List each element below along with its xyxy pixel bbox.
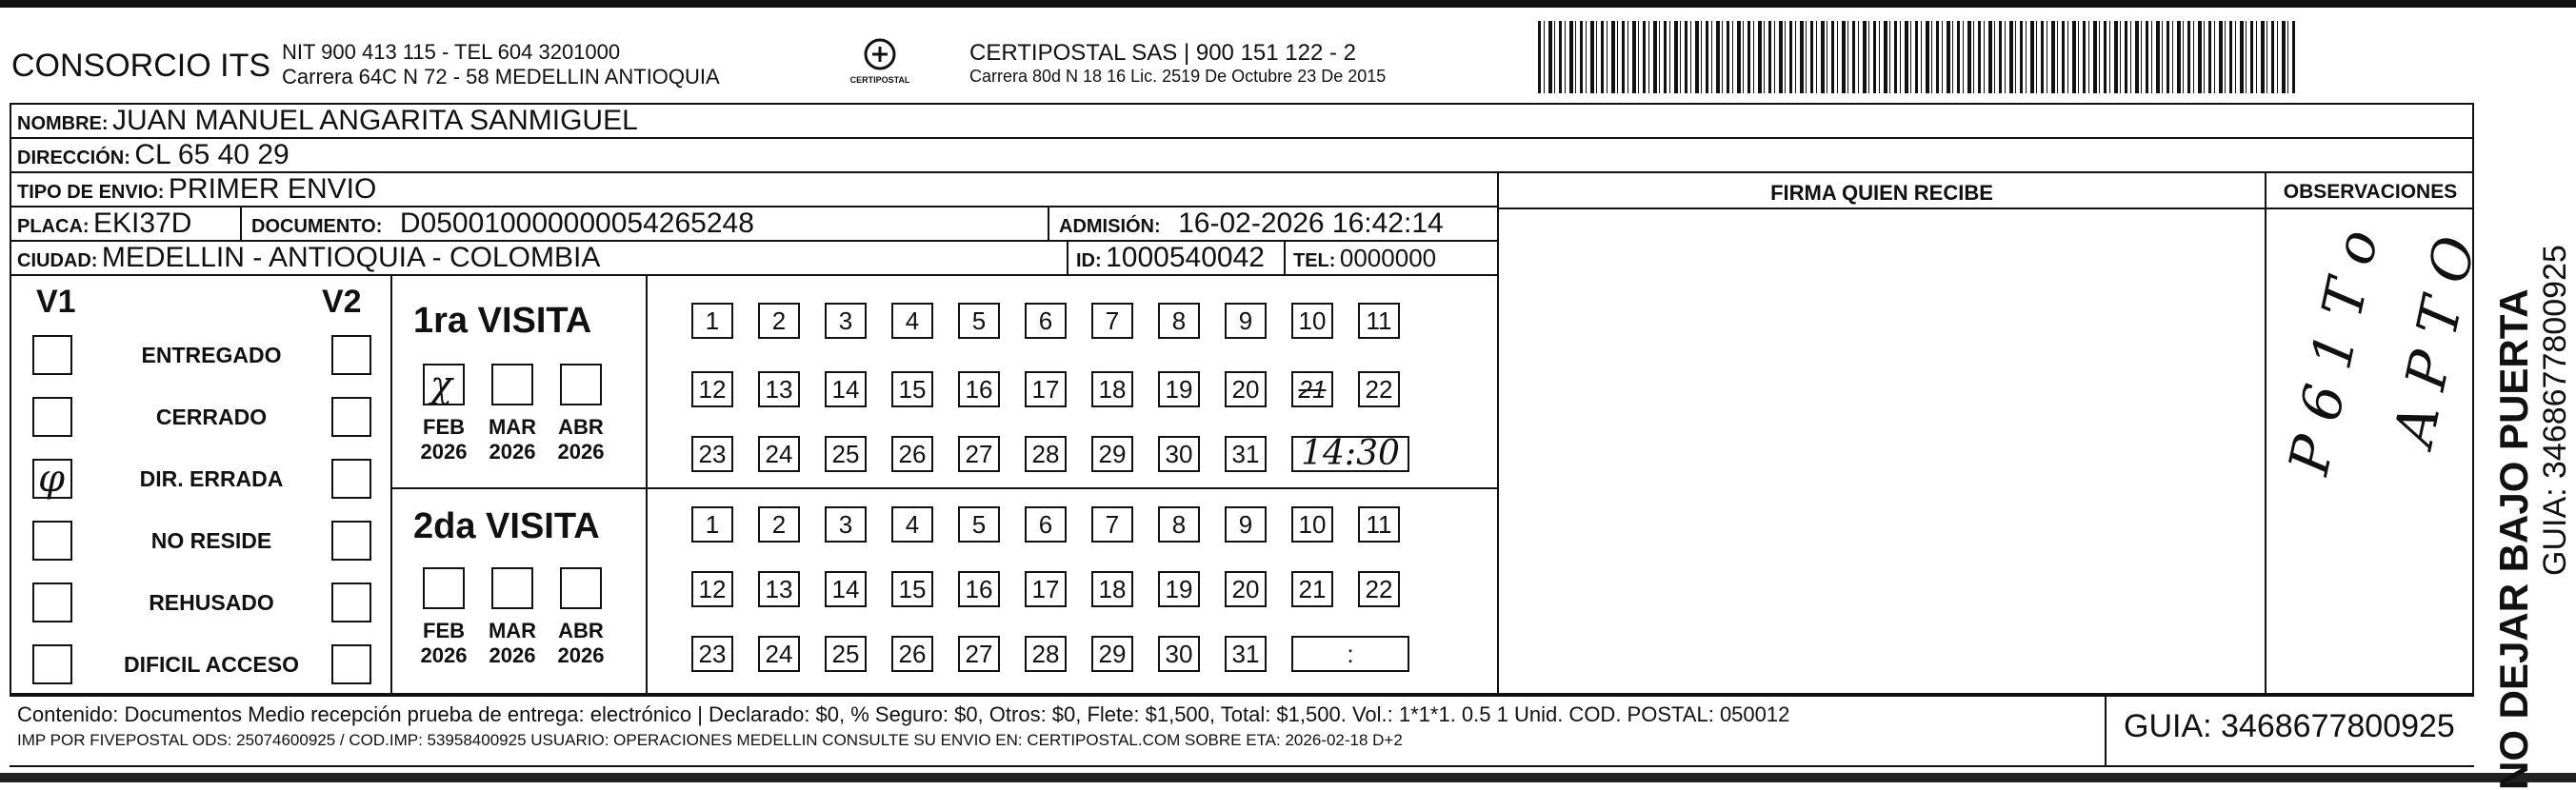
day-box[interactable]: 9 — [1225, 303, 1267, 339]
day-box[interactable]: 22 — [1358, 571, 1400, 607]
month-label — [550, 619, 611, 668]
divider — [240, 207, 242, 240]
time-box[interactable]: 14:30 — [1291, 436, 1409, 472]
day-box[interactable]: 24 — [758, 636, 800, 672]
row-nombre — [11, 105, 2472, 139]
placa-field — [17, 207, 191, 240]
ciudad-value: MEDELLIN - ANTIOQUIA - COLOMBIA — [101, 242, 601, 273]
day-box[interactable]: 24 — [758, 436, 800, 472]
day-box[interactable]: 13 — [758, 571, 800, 607]
day-box[interactable]: 4 — [891, 303, 933, 339]
tel-label: TEL: — [1293, 250, 1336, 271]
v1-checkbox[interactable] — [32, 583, 72, 622]
day-box[interactable]: 28 — [1025, 436, 1067, 472]
month-year: 2026 — [489, 440, 536, 464]
month-checkbox[interactable] — [491, 567, 533, 609]
side-guia-text: GUIA: 3468677800925 — [2537, 245, 2573, 576]
day-box[interactable]: 23 — [691, 436, 733, 472]
day-box[interactable]: 18 — [1091, 371, 1133, 407]
observaciones-label: OBSERVACIONES — [2283, 181, 2458, 203]
obs-column-divider — [2265, 173, 2266, 695]
firma-area[interactable] — [1501, 211, 2263, 691]
courier-name: CERTIPOSTAL SAS | 900 151 122 - 2 — [969, 40, 1356, 66]
day-box[interactable]: 2 — [758, 506, 800, 543]
day-box[interactable]: 7 — [1091, 303, 1133, 339]
day-box[interactable]: 31 — [1225, 636, 1267, 672]
firma-label: FIRMA QUIEN RECIBE — [1770, 181, 1993, 205]
month-name: FEB — [423, 415, 465, 439]
v2-checkbox[interactable] — [331, 521, 371, 561]
time-box[interactable]: : — [1291, 636, 1409, 672]
day-box[interactable]: 12 — [691, 371, 733, 407]
day-box[interactable]: 20 — [1225, 571, 1267, 607]
placa-value: EKI37D — [93, 207, 192, 239]
month-name: MAR — [488, 619, 537, 642]
status-label: NO RESIDE — [150, 528, 272, 553]
day-box[interactable]: 17 — [1025, 371, 1067, 407]
v2-checkbox[interactable] — [331, 459, 371, 499]
side-note-text: NO DEJAR BAJO PUERTA — [2491, 288, 2536, 790]
v1-checkbox[interactable]: φ — [32, 459, 72, 499]
month-checkbox[interactable] — [491, 364, 533, 405]
day-box[interactable]: 16 — [958, 371, 1000, 407]
day-box[interactable]: 1 — [691, 506, 733, 543]
company-address: Carrera 64C N 72 - 58 MEDELLIN ANTIOQUIA — [282, 65, 720, 89]
day-box[interactable]: 21 — [1291, 371, 1333, 407]
day-box[interactable]: 14 — [825, 371, 867, 407]
month-label — [413, 619, 474, 668]
nombre-value: JUAN MANUEL ANGARITA SANMIGUEL — [112, 105, 638, 136]
id-value: 1000540042 — [1106, 242, 1265, 273]
day-box[interactable]: 3 — [825, 506, 867, 543]
id-field — [1076, 242, 1265, 274]
visit2-divider — [646, 489, 648, 693]
side-guia — [2537, 245, 2574, 576]
documento-label: DOCUMENTO: — [251, 216, 383, 237]
firma-column-divider — [1497, 173, 1499, 695]
day-box[interactable]: 10 — [1291, 506, 1333, 543]
day-box[interactable]: 25 — [825, 436, 867, 472]
month-name: FEB — [423, 619, 465, 642]
day-box[interactable]: 28 — [1025, 636, 1067, 672]
footer-imp: IMP POR FIVEPOSTAL ODS: 25074600925 / COD.IMP: 53958400925 USUARIO: OPERACIONES MEDELLIN CONSULTE SU ENVIO EN: CERTIPOSTAL.COM SOBRE ETA: 2026-02-18 D+2 — [17, 731, 1403, 749]
direccion-value: CL 65 40 29 — [134, 139, 290, 170]
visit1-title: 1ra VISITA — [413, 301, 592, 341]
day-box[interactable]: 15 — [891, 571, 933, 607]
day-box[interactable]: 12 — [691, 571, 733, 607]
day-box[interactable]: 13 — [758, 371, 800, 407]
month-name: MAR — [488, 415, 537, 439]
month-year: 2026 — [489, 643, 536, 667]
tel-field — [1293, 242, 1436, 274]
status-label: DIR. ERRADA — [139, 466, 284, 491]
visit2-panel — [392, 489, 1497, 693]
row-placa — [11, 207, 1499, 242]
month-year: 2026 — [557, 643, 605, 667]
v1-checkbox[interactable] — [32, 521, 72, 561]
month-label — [482, 619, 543, 668]
bottom-edge — [0, 773, 2576, 782]
day-box[interactable]: 5 — [958, 303, 1000, 339]
month-year: 2026 — [557, 440, 605, 464]
month-label — [482, 415, 543, 464]
day-box[interactable]: 2 — [758, 303, 800, 339]
id-label: ID: — [1076, 250, 1102, 271]
status-label: CERRADO — [155, 405, 268, 429]
v1-checkbox[interactable] — [32, 335, 72, 375]
status-label: REHUSADO — [149, 590, 274, 615]
day-box[interactable]: 16 — [958, 571, 1000, 607]
footer-contenido: Contenido: Documentos Medio recepción prueba de entrega: electrónico | Declarado: $0, % Seguro: $0, Otros: $0, Flete: $1,500, Total: $1,500. Vol.: 1*1*1. 0.5 1 Unid. COD. POSTAL: 050012 — [17, 702, 1790, 726]
month-year: 2026 — [420, 440, 468, 464]
month-label — [550, 415, 611, 464]
day-box[interactable]: 18 — [1091, 571, 1133, 607]
documento-value: D050010000000054265248 — [399, 207, 754, 239]
certipostal-logo — [842, 38, 918, 91]
day-box[interactable]: 7 — [1091, 506, 1133, 543]
tipo-field — [17, 173, 376, 206]
day-box[interactable]: 22 — [1358, 371, 1400, 407]
day-box[interactable]: 26 — [891, 436, 933, 472]
documento-field — [251, 207, 754, 240]
certipostal-logo-icon — [861, 38, 899, 70]
footer-bottom-line — [10, 765, 2474, 767]
day-box[interactable]: 17 — [1025, 571, 1067, 607]
footer-guia: GUIA: 3468677800925 — [2124, 708, 2455, 744]
day-box[interactable]: 3 — [825, 303, 867, 339]
day-box[interactable]: 14 — [825, 571, 867, 607]
v1-checkbox[interactable] — [32, 644, 72, 684]
tipo-value: PRIMER ENVIO — [168, 173, 377, 205]
courier-address: Carrera 80d N 18 16 Lic. 2519 De Octubre 23 De 2015 — [969, 67, 1387, 86]
month-name: ABR — [558, 415, 604, 439]
day-box[interactable]: 21 — [1291, 571, 1333, 607]
ciudad-label: CIUDAD: — [17, 250, 98, 271]
visit1-panel — [392, 276, 1497, 489]
day-box[interactable]: 19 — [1158, 371, 1200, 407]
company-name: CONSORCIO ITS — [11, 48, 271, 84]
status-label: ENTREGADO — [141, 343, 282, 367]
tipo-label: TIPO DE ENVIO: — [17, 182, 165, 203]
barcode — [1538, 21, 2295, 93]
v2-checkbox[interactable] — [331, 335, 371, 375]
side-note — [2491, 105, 2537, 790]
top-edge — [0, 0, 2576, 8]
month-label — [413, 415, 474, 464]
divider — [1067, 242, 1068, 274]
v2-checkbox[interactable] — [331, 644, 371, 684]
day-box[interactable]: 8 — [1158, 303, 1200, 339]
day-box[interactable]: 6 — [1025, 506, 1067, 543]
day-box[interactable]: 10 — [1291, 303, 1333, 339]
month-checkbox[interactable] — [560, 567, 602, 609]
day-box[interactable]: 11 — [1358, 506, 1400, 543]
v2-checkbox[interactable] — [331, 397, 371, 437]
row-tipo — [11, 173, 1499, 207]
day-box[interactable]: 9 — [1225, 506, 1267, 543]
day-box[interactable]: 4 — [891, 506, 933, 543]
month-checkbox[interactable] — [560, 364, 602, 405]
day-box[interactable]: 31 — [1225, 436, 1267, 472]
row-direccion — [11, 139, 2472, 173]
company-nit: NIT 900 413 115 - TEL 604 3201000 — [282, 40, 621, 64]
day-box[interactable]: 8 — [1158, 506, 1200, 543]
day-box[interactable]: 27 — [958, 636, 1000, 672]
divider — [1284, 242, 1286, 274]
day-box[interactable]: 29 — [1091, 636, 1133, 672]
day-box[interactable]: 20 — [1225, 371, 1267, 407]
v2-header: V2 — [322, 284, 362, 320]
month-checkbox[interactable]: χ — [423, 364, 465, 405]
visit2-title: 2da VISITA — [413, 506, 600, 546]
firma-header-line — [1497, 207, 2474, 209]
day-box[interactable]: 19 — [1158, 571, 1200, 607]
obs-handwriting-2: A P T O — [2381, 230, 2488, 452]
month-year: 2026 — [420, 643, 468, 667]
status-label: DIFICIL ACCESO — [123, 652, 299, 677]
nombre-label: NOMBRE: — [17, 113, 109, 134]
v1-header: V1 — [36, 284, 76, 320]
day-box[interactable]: 26 — [891, 636, 933, 672]
obs-handwriting-1: P 6 1 T o — [2276, 224, 2391, 481]
day-box[interactable]: 30 — [1158, 436, 1200, 472]
day-box[interactable]: 27 — [958, 436, 1000, 472]
day-box[interactable]: 15 — [891, 371, 933, 407]
day-box[interactable]: 23 — [691, 636, 733, 672]
tel-value: 0000000 — [1339, 244, 1437, 272]
admision-field — [1059, 207, 1444, 240]
placa-label: PLACA: — [17, 216, 90, 237]
day-box[interactable]: 1 — [691, 303, 733, 339]
logo-text: CERTIPOSTAL — [849, 75, 910, 85]
ciudad-field — [17, 242, 600, 274]
visit1-divider — [646, 276, 648, 489]
divider — [1048, 207, 1049, 240]
direccion-field — [17, 139, 290, 171]
day-box[interactable]: 5 — [958, 506, 1000, 543]
day-box[interactable]: 11 — [1358, 303, 1400, 339]
v2-checkbox[interactable] — [331, 583, 371, 622]
status-panel — [11, 276, 392, 693]
row-ciudad — [11, 242, 1499, 276]
footer-guia-divider — [2105, 695, 2107, 767]
v1-checkbox[interactable] — [32, 397, 72, 437]
direccion-label: DIRECCIÓN: — [17, 148, 130, 168]
day-box[interactable]: 30 — [1158, 636, 1200, 672]
day-box[interactable]: 6 — [1025, 303, 1067, 339]
admision-value: 16-02-2026 16:42:14 — [1178, 207, 1444, 239]
admision-label: ADMISIÓN: — [1059, 216, 1161, 237]
day-box[interactable]: 29 — [1091, 436, 1133, 472]
month-name: ABR — [558, 619, 604, 642]
day-box[interactable]: 25 — [825, 636, 867, 672]
month-checkbox[interactable] — [423, 567, 465, 609]
nombre-field — [17, 105, 638, 137]
